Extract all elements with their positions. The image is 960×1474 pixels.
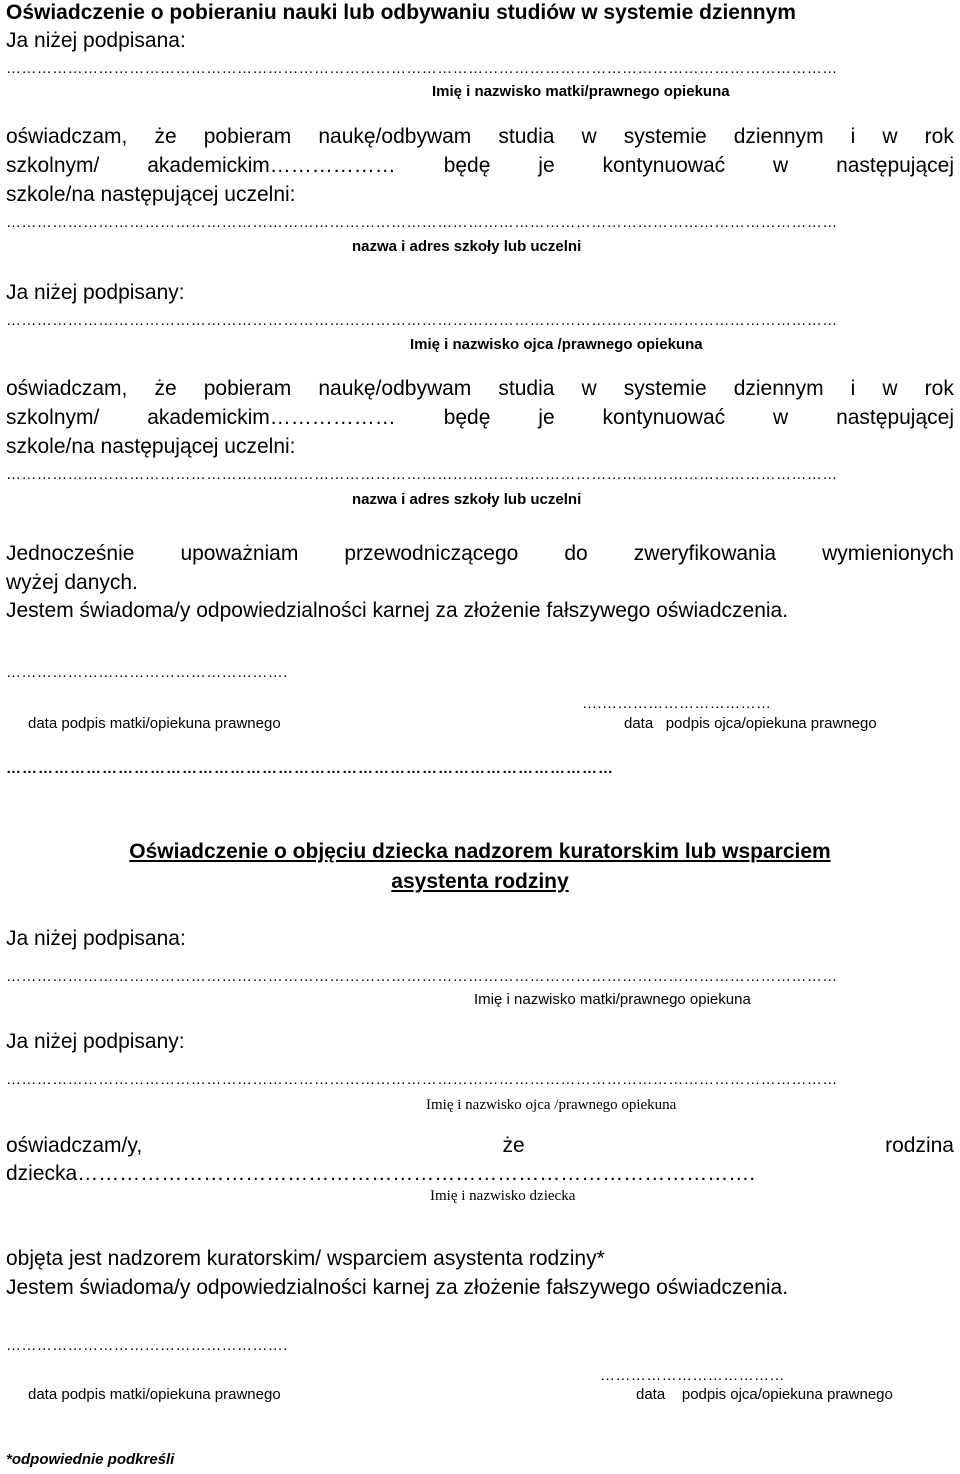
- section2-father-intro: Ja niżej podpisany:: [6, 1030, 185, 1053]
- word: przewodniczącego: [344, 542, 519, 565]
- word: wymienionych: [822, 542, 954, 565]
- signature-label-mother: data podpis matki/opiekuna prawnego: [28, 715, 281, 732]
- word: w: [882, 125, 898, 148]
- word: w: [882, 377, 898, 400]
- section2-signature-dots-left: ……………………………………………….: [6, 1337, 288, 1354]
- statement2-line-2: [6, 406, 954, 430]
- word: upoważniam: [180, 542, 299, 565]
- father-name-label: Imię i nazwisko ojca /prawnego opiekuna: [410, 336, 703, 353]
- word: następującej: [836, 406, 954, 429]
- word: naukę/odbywam: [318, 377, 472, 400]
- word: akademickim………………: [147, 154, 396, 177]
- word: szkolnym/: [6, 406, 100, 429]
- word: akademickim………………: [147, 406, 396, 429]
- mother-name-dots: ………………………………………………………………………………………………………………………………………………: [6, 60, 838, 77]
- word: będę: [443, 406, 491, 429]
- statement-line-2: [6, 154, 954, 178]
- word: następującej: [836, 154, 954, 177]
- section2-title-line-2: asystenta rodziny: [391, 870, 569, 893]
- section2-signature-label-mother: data podpis matki/opiekuna prawnego: [28, 1386, 281, 1403]
- school2-label: nazwa i adres szkoły lub uczelni: [352, 491, 582, 508]
- statement2-line-1: [6, 377, 954, 401]
- word: dziennym: [733, 377, 824, 400]
- word: że: [154, 125, 177, 148]
- statement2-line-3: szkole/na następującej uczelni:: [6, 435, 296, 458]
- authorize-line-1: [6, 542, 954, 566]
- signature-dots-left: ……………………………………………….: [6, 664, 288, 681]
- section1-father-intro: Ja niżej podpisany:: [6, 281, 185, 304]
- section2-signature-label-father: data podpis ojca/opiekuna prawnego: [636, 1386, 893, 1403]
- word: naukę/odbywam: [318, 125, 472, 148]
- section2-signature-dots-right: ………………………………: [600, 1367, 785, 1384]
- word: systemie: [623, 125, 707, 148]
- word: studia: [498, 377, 555, 400]
- section2-title-line-1: Oświadczenie o objęciu dziecka nadzorem kuratorskim lub wsparciem: [129, 840, 831, 863]
- word: pobieram: [203, 125, 292, 148]
- section-separator: ……………………………………………………………………………………………………: [6, 760, 614, 777]
- word: zweryfikowania: [633, 542, 777, 565]
- word: i: [850, 377, 856, 400]
- word: rok: [924, 125, 954, 148]
- supervision-statement: objęta jest nadzorem kuratorskim/ wsparciem asystenta rodziny*: [6, 1247, 605, 1270]
- section2-statement-line-1: [6, 1134, 954, 1158]
- word: rok: [924, 377, 954, 400]
- word: będę: [443, 154, 491, 177]
- word: oświadczam,: [6, 125, 128, 148]
- word: oświadczam/y,: [6, 1134, 143, 1157]
- word: w: [773, 406, 789, 429]
- word: do: [564, 542, 588, 565]
- father-name-dots: ………………………………………………………………………………………………………………………………………………: [6, 312, 838, 329]
- section2-father-dots: ………………………………………………………………………………………………………………………………………………: [6, 1071, 838, 1088]
- statement-line-1: [6, 125, 954, 149]
- signature-dots-right: ….……………………………: [582, 695, 772, 712]
- word: studia: [498, 125, 555, 148]
- word: w: [581, 377, 597, 400]
- word: kontynuować: [602, 154, 726, 177]
- school-label: nazwa i adres szkoły lub uczelni: [352, 238, 582, 255]
- section2-responsibility: Jestem świadoma/y odpowiedzialności karnej za złożenie fałszywego oświadczenia.: [6, 1276, 789, 1299]
- school-dots: ………………………………………………………………………………………………………………………………………………: [6, 214, 838, 231]
- word: że: [154, 377, 177, 400]
- section2-mother-label: Imię i nazwisko matki/prawnego opiekuna: [474, 991, 751, 1008]
- word: i: [850, 125, 856, 148]
- word: je: [538, 154, 555, 177]
- word: Jednocześnie: [6, 542, 135, 565]
- section2-mother-intro: Ja niżej podpisana:: [6, 927, 186, 950]
- word: oświadczam,: [6, 377, 128, 400]
- word: je: [538, 406, 555, 429]
- word: pobieram: [203, 377, 292, 400]
- section2-child-line: dziecka…………………………………………………………………………………….: [6, 1162, 756, 1185]
- mother-name-label: Imię i nazwisko matki/prawnego opiekuna: [432, 83, 730, 100]
- word: dziennym: [733, 125, 824, 148]
- word: że: [502, 1134, 525, 1157]
- school2-dots: ………………………………………………………………………………………………………………………………………………: [6, 466, 838, 483]
- word: systemie: [623, 377, 707, 400]
- section1-mother-intro: Ja niżej podpisana:: [6, 29, 186, 52]
- word: w: [581, 125, 597, 148]
- signature-label-father: data podpis ojca/opiekuna prawnego: [624, 715, 877, 732]
- word: szkolnym/: [6, 154, 100, 177]
- footnote: *odpowiednie podkreśli: [6, 1451, 175, 1468]
- section1-title: Oświadczenie o pobieraniu nauki lub odbywaniu studiów w systemie dziennym: [6, 1, 796, 24]
- authorize-line-2: wyżej danych.: [6, 571, 138, 594]
- responsibility-statement: Jestem świadoma/y odpowiedzialności karnej za złożenie fałszywego oświadczenia.: [6, 599, 789, 622]
- word: rodzina: [885, 1134, 954, 1157]
- statement-line-3: szkole/na następującej uczelni:: [6, 183, 296, 206]
- word: w: [773, 154, 789, 177]
- section2-mother-dots: ………………………………………………………………………………………………………………………………………………: [6, 968, 838, 985]
- child-name-label: Imię i nazwisko dziecka: [430, 1188, 576, 1204]
- section2-father-label: Imię i nazwisko ojca /prawnego opiekuna: [426, 1097, 677, 1113]
- word: kontynuować: [602, 406, 726, 429]
